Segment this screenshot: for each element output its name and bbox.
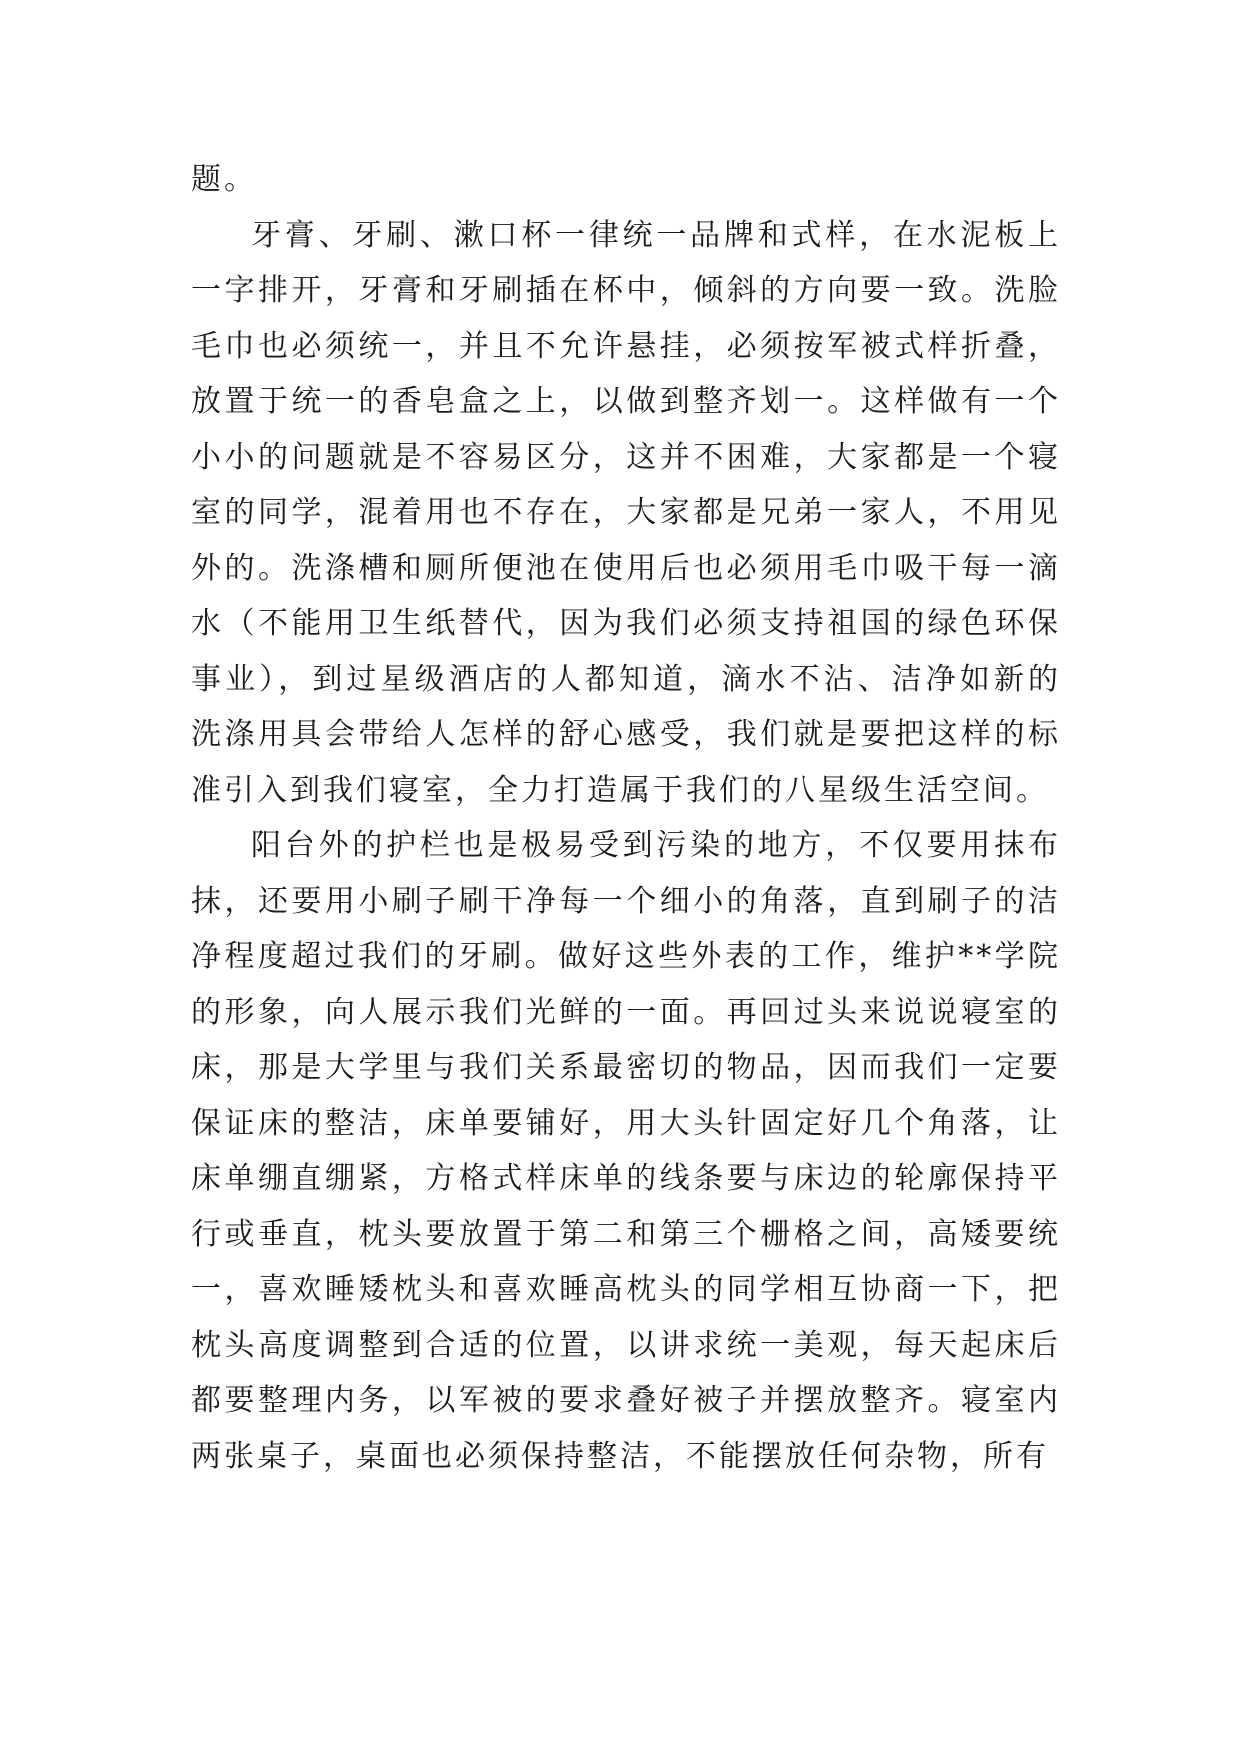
paragraph-toiletries: 牙膏、牙刷、漱口杯一律统一品牌和式样，在水泥板上一字排开，牙膏和牙刷插在杯中，倾斜的方向要一致。洗脸毛巾也必须统一，并且不允许悬挂，必须按军被式样折叠，放置于统一的香皂盒之上，以做到整齐划一。这样做有一个小小的问题就是不容易区分，这并不困难，大家都是一个寝室的同学，混着用也不存在，大家都是兄弟一家人，不用见外的。洗涤槽和厕所便池在使用后也必须用毛巾吸干每一滴水（不能用卫生纸替代，因为我们必须支持祖国的绿色环保事业），到过星级酒店的人都知道，滴水不沾、洁净如新的洗涤用具会带给人怎样的舒心感受，我们就是要把这样的标准引入到我们寝室，全力打造属于我们的八星级生活空间。 — [191, 217, 1061, 808]
paragraph-continuation: 题。 — [191, 162, 257, 197]
body-text — [191, 152, 1061, 1484]
paragraph-balcony-and-bed: 阳台外的护栏也是极易受到污染的地方，不仅要用抹布抹，还要用小刷子刷干净每一个细小的角落，直到刷子的洁净程度超过我们的牙刷。做好这些外表的工作，维护**学院的形象，向人展示我们光鲜的一面。再回过头来说说寝室的床，那是大学里与我们关系最密切的物品，因而我们一定要保证床的整洁，床单要铺好，用大头针固定好几个角落，让床单绷直绷紧，方格式样床单的线条要与床边的轮廓保持平行或垂直，枕头要放置于第二和第三个栅格之间，高矮要统一，喜欢睡矮枕头和喜欢睡高枕头的同学相互协商一下，把枕头高度调整到合适的位置，以讲求统一美观，每天起床后都要整理内务，以军被的要求叠好被子并摆放整齐。寝室内两张桌子，桌面也必须保持整洁，不能摆放任何杂物，所有 — [191, 828, 1061, 1474]
